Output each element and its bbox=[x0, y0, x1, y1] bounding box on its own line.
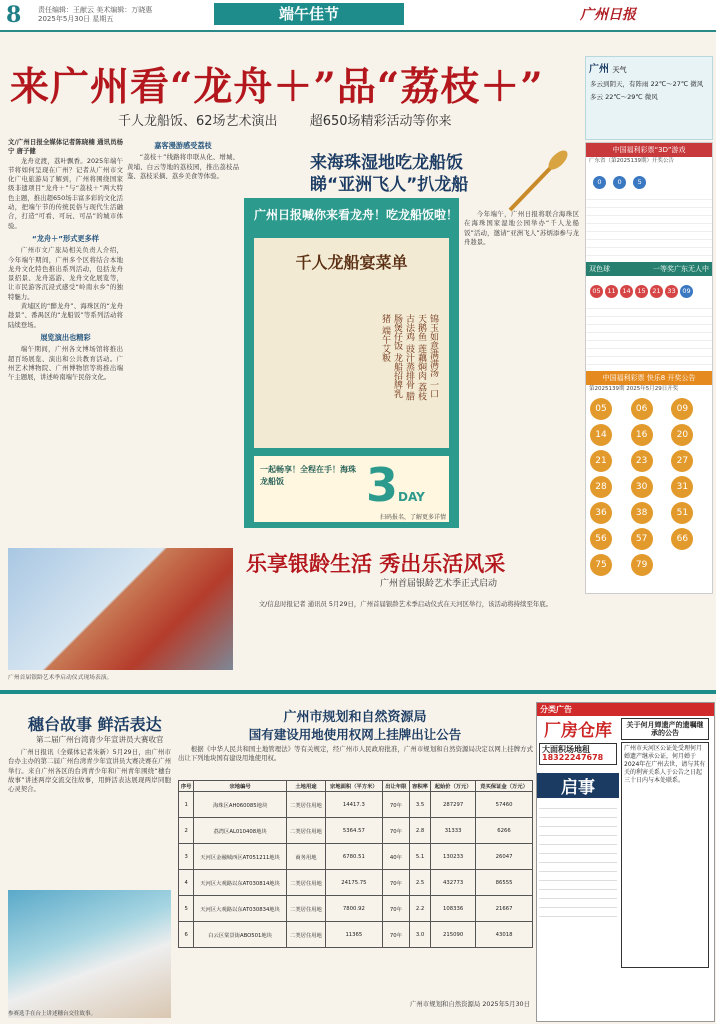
main-headline: 来广州看“龙舟＋”品“荔枝＋” bbox=[10, 64, 544, 110]
lottery-ball: 09 bbox=[680, 285, 693, 298]
lottery-ball: 21 bbox=[590, 450, 612, 472]
lottery-ball: 51 bbox=[671, 502, 693, 524]
lottery-ball: 38 bbox=[631, 502, 653, 524]
middle-body: 文/信息时报记者 通讯员 5月29日，广州首届银龄艺术季启动仪式在天河区举行，该活动将持续至年底。 bbox=[258, 600, 553, 608]
lottery-ball: 16 bbox=[631, 424, 653, 446]
lottery-ball: 05 bbox=[590, 398, 612, 420]
speaker-photo bbox=[8, 890, 171, 1018]
middle-subheadline: 广州首届银龄艺术季正式启动 bbox=[380, 579, 498, 589]
article2-title: 穗台故事 鲜活表达 bbox=[28, 715, 162, 734]
photo2-caption: 参赛选手在台上讲述穗台交往故事。 bbox=[8, 1011, 97, 1017]
qr-caption: 扫码报名，了解更多详情 bbox=[380, 514, 447, 521]
photo-caption: 广州首届银龄艺术季启动仪式现场表演。 bbox=[8, 675, 113, 681]
lottery-ball: 11 bbox=[605, 285, 618, 298]
lottery-ball: 15 bbox=[635, 285, 648, 298]
lottery-ball: 33 bbox=[665, 285, 678, 298]
notice-issuer: 广州市规划和自然资源局 bbox=[283, 710, 427, 725]
lottery-ball: 31 bbox=[671, 476, 693, 498]
lottery-ball: 06 bbox=[631, 398, 653, 420]
lottery-ball: 23 bbox=[631, 450, 653, 472]
weather-box: 广州 天气 多云到阴天，有阵雨 22℃～27℃ 微风 多云 22℃～29℃ 微风 bbox=[585, 56, 713, 140]
lottery-ball: 0 bbox=[613, 176, 626, 189]
section-divider bbox=[0, 690, 716, 694]
lottery-ball: 30 bbox=[631, 476, 653, 498]
notice-lead: 根据《中华人民共和国土地管理法》等有关规定，经广州市人民政府批准，广州市规划和自然资源局决定以网上挂牌方式出让下列地块国有建设用地使用权。 bbox=[178, 745, 533, 763]
lottery-ball: 14 bbox=[590, 424, 612, 446]
lottery-ball: 21 bbox=[650, 285, 663, 298]
land-table bbox=[178, 780, 533, 948]
longchuan-poster: 广州日报喊你来看龙舟！吃龙船饭啦！ 千人龙船宴菜单 锦玉如意满满汤 一口天鹅鱼 莲藕焖肉 荔枝古法鸡 豉汁蒸排骨 腊肠煲仔饭 龙船招牌乳猪 端午艾粄 一起畅享！全程在手！海珠龙船饭 3DAY bbox=[244, 198, 459, 528]
article2-body: 广州日报讯（全媒体记者朱新）5月29日，由广州市台办主办的第二届广州台湾青少年宣讲员大赛决赛在广州举行。来自广州各区的台湾青少年和广州青年围绕“穗台故事”讲述两岸交流交往故事，用鲜活表达展现两岸同胞心灵契合。 bbox=[8, 748, 171, 794]
lottery-ball: 27 bbox=[671, 450, 693, 472]
feature-body: 今年端午，广州日报将联合海珠区在海珠国家湿地公园举办“千人龙船饭”活动，邀请“亚洲飞人”苏炳添参与龙舟趁景。 bbox=[464, 210, 579, 246]
lottery-ball: 14 bbox=[620, 285, 633, 298]
lottery-ball: 28 bbox=[590, 476, 612, 498]
ad-phone: 18322247678 bbox=[542, 753, 604, 762]
main-subheadline: 千人龙船饭、62场艺术演出 超650场精彩活动等你来 bbox=[118, 114, 452, 129]
table-row: 4 天河区大观路以东AT030814地块 二类居住用地 24175.75 70年 2.5 432773 86555 bbox=[179, 870, 533, 896]
3d-numbers bbox=[586, 167, 712, 192]
lottery-ball: 66 bbox=[671, 528, 693, 550]
lottery-ball: 09 bbox=[671, 398, 693, 420]
silver-age-photo bbox=[8, 548, 233, 670]
lottery-ball: 57 bbox=[631, 528, 653, 550]
middle-headline: 乐享银龄生活 秀出乐活风采 bbox=[246, 551, 506, 576]
article1-col1: 文/广州日报全媒体记者陈晓楠 通讯员杨宁 唐子健 龙舟竞渡，荔叶飘香。2025年端午节将如何呈现在广州？记者从广州市文化广电旅游局了解到，广州将围绕国家级非遗项目“龙舟＋”与“荔枝＋”两大特色主题，推出超650场丰富多彩的文化活动，把端午节的传统民俗与现代生活融合，打造“可看、可玩、可品”的城市体验。 “龙舟＋”形式更多样 广州市文广旅局相关负责人介绍，今年端午期间，广州多个区将结合本地龙舟文化特色推出系列活动，包括龙舟景招景、龙舟巡游、龙舟文化展览等，让市民游客沉浸式感受“岭南水乡”的独特魅力。 黄埔区的“醉龙舟”、海珠区的“龙舟趁景”、番禺区的“龙船饭”等系列活动将陆续登场。 展览演出也精彩 端午期间，广州各文博场馆将推出超百场展览、演出和公共教育活动。广州艺术博物院、广州博物馆等将推出端午主题展，讲述岭南端午民俗文化。 bbox=[8, 138, 123, 382]
notice-title: 国有建设用地使用权网上挂牌出让公告 bbox=[248, 727, 462, 742]
lottery-ball: 56 bbox=[590, 528, 612, 550]
notice-footer: 广州市规划和自然资源局 2025年5月30日 bbox=[410, 1000, 530, 1008]
lottery-ball: 5 bbox=[633, 176, 646, 189]
lottery-ball: 0 bbox=[593, 176, 606, 189]
article2-subtitle: 第二届广州台湾青少年宣讲员大赛收官 bbox=[36, 735, 164, 744]
table-row: 3 天河区金融城西区AT051211地块 商务用地 6780.51 40年 5.1 130233 26047 bbox=[179, 844, 533, 870]
3d-table bbox=[586, 192, 712, 262]
masthead-meta: 责任编辑：王献云 美术编辑：万晓惠 2025年5月30日 星期五 bbox=[38, 6, 153, 23]
table-header: 序号 宗地编号 土地用途 宗地面积（平方米） 出让年限 容积率 起始价（万元） 竞买保证金（万元） bbox=[179, 781, 533, 792]
lottery-ball: 36 bbox=[590, 502, 612, 524]
classified-ads: 分类广告 厂房仓库 大面积场地租 18322247678 启事 关于何月婵遗产的遗嘱继承的公告 广州市天河区公证处受理何月婵遗产继承公证，何月婵于2024年在广州去世，请与其有关的利害关系人于公告之日起三十日内与本处联系。 bbox=[536, 702, 715, 1022]
kl8-numbers bbox=[586, 394, 712, 580]
table-row: 1 海珠区AH060085地块 二类居住用地 14417.3 70年 3.5 287297 57460 bbox=[179, 792, 533, 818]
lottery-ball: 79 bbox=[631, 554, 653, 576]
lottery-ball: 20 bbox=[671, 424, 693, 446]
section-label: 端午佳节 bbox=[214, 3, 404, 25]
lottery-panel: 中国福利彩票“3D”游戏 广东省（第2025139期）开奖公告 0 0 5 双色球 一等奖广东无人中 05 11 14 15 21 33 09 中国福利彩票 快乐8 开奖公告 第2025139期 2025年5月29日开奖 05 06 09 14 16 20 21 23 27 28 30 31 36 38 51 56 57 66 75 79 bbox=[585, 142, 713, 594]
article1-col2: 嘉客漫游感受荔枝 “荔枝＋”线路将串联从化、增城、黄埔、白云等地的荔枝园，推出荔枝品鉴、荔枝采摘、荔乡美食等体验。 bbox=[127, 141, 239, 180]
ssq-numbers bbox=[586, 276, 712, 301]
lottery-ball: 75 bbox=[590, 554, 612, 576]
table-row: 2 荔湾区AL010408地块 二类居住用地 5364.57 70年 2.8 31333 6266 bbox=[179, 818, 533, 844]
page-number: 8 bbox=[6, 2, 22, 28]
lottery-ball: 05 bbox=[590, 285, 603, 298]
ssq-header: 双色球 一等奖广东无人中 bbox=[586, 262, 712, 276]
newspaper-logo: 广州日报 bbox=[580, 7, 636, 23]
feature-title: 来海珠湿地吃龙船饭 睇“亚洲飞人”扒龙船 bbox=[310, 153, 469, 195]
ssq-table bbox=[586, 301, 712, 371]
table-row: 5 天河区大观路以东AT030834地块 二类居住用地 7800.92 70年 2.2 108336 21667 bbox=[179, 896, 533, 922]
table-row: 6 白云区棠景街ABO501地块 二类居住用地 11365 70年 3.0 215090 43018 bbox=[179, 922, 533, 948]
